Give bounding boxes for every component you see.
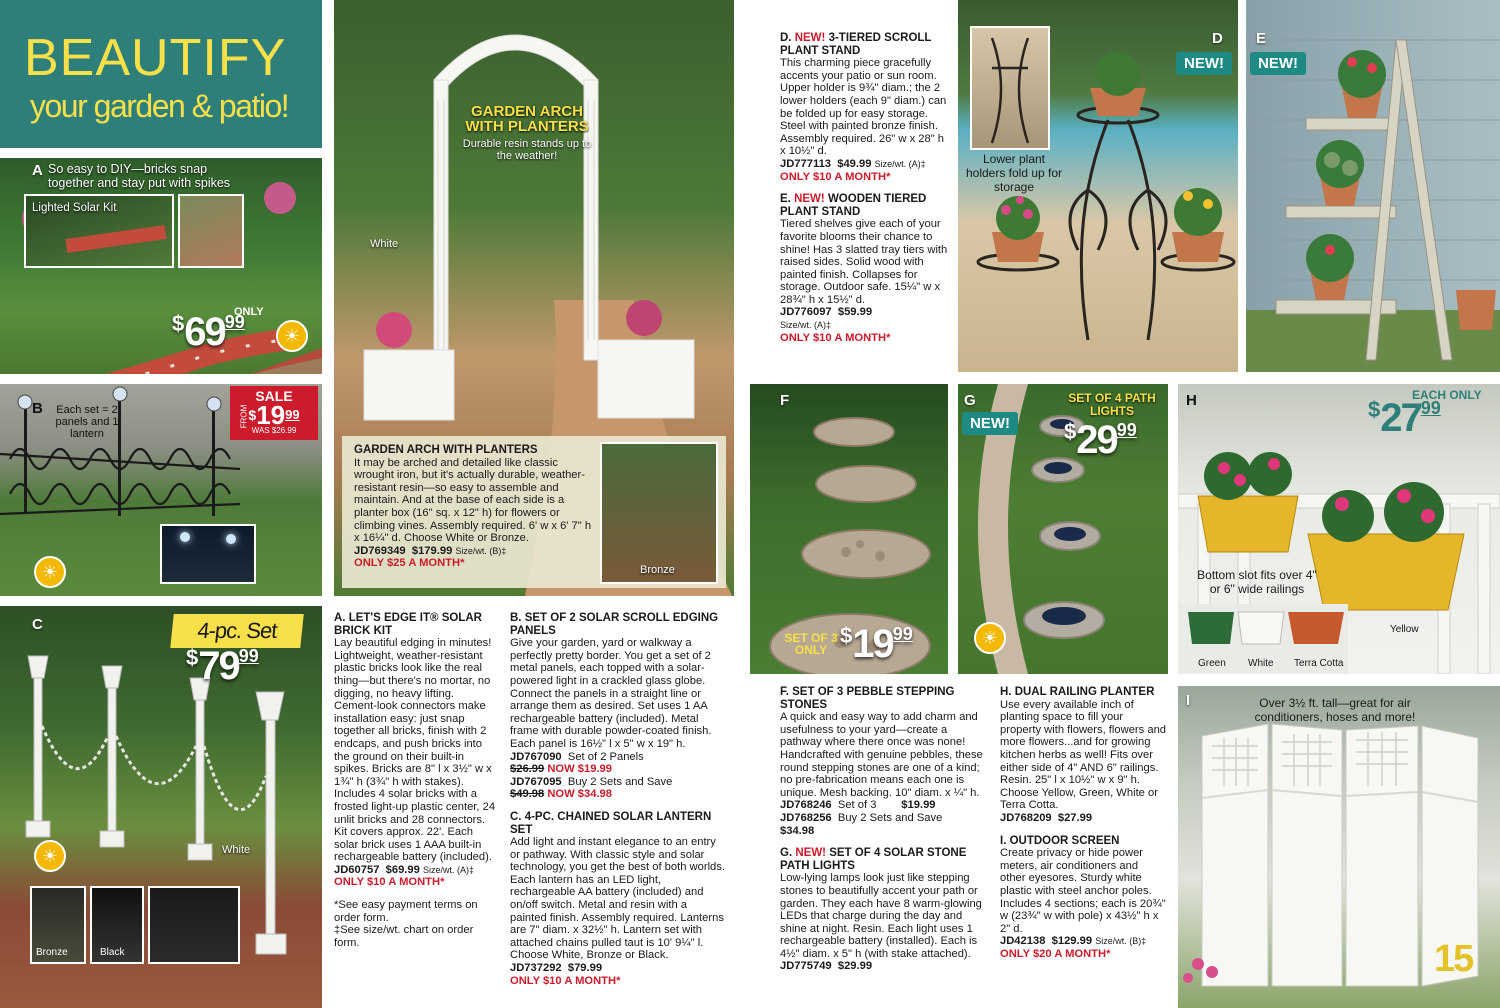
copy-a-foot1: *See easy payment terms on order form. xyxy=(334,899,478,924)
sale-label: SALE xyxy=(255,388,293,404)
copy-f xyxy=(780,686,990,973)
copy-b-now1: NOW $19.99 xyxy=(547,763,612,776)
arch-sub: Durable resin stands up to the weather! xyxy=(462,138,592,162)
arch-sku: JD769349 xyxy=(354,544,406,557)
inset-bronze-label: Bronze xyxy=(36,947,68,958)
panel-i-note: Over 3½ ft. tall—great for air conditioners, hoses and more! xyxy=(1254,696,1416,724)
panel-f-price: $1999 xyxy=(840,622,913,666)
arch-bronze-inset xyxy=(600,442,718,584)
solar-sun-icon: ☀ xyxy=(276,320,308,352)
copy-i-text: Create privacy or hide power meters, air conditioners and other eyesores. Sturdy white plastic with steel anchor poles. Includes 4 sections; each is 20¾" w (23¾" w with pole) x 43½" h x 2" d. xyxy=(1000,847,1166,935)
copy-b-desc1: Set of 2 Panels xyxy=(567,750,644,763)
header-subtitle: your garden & patio! xyxy=(30,88,289,124)
header-banner xyxy=(0,0,322,148)
copy-i-title: I. OUTDOOR SCREEN xyxy=(1000,834,1120,847)
panel-a-letter: A xyxy=(32,162,43,179)
copy-c-text: Add light and instant elegance to an entry or pathway. With classic style and solar technology, you get the best of both worlds. Each lantern has an LED light, rechargeable AA battery (included) and on/off switch. Metal and resin with a painted finish. Assembly required. Lanterns are 7" diam. x 32½" h. Lantern set with attached chains pulled taut is 10' 9¼" l. Choose White, Bronze or Black. xyxy=(510,836,725,962)
copy-a-monthly: ONLY $10 A MONTH* xyxy=(334,876,445,889)
panel-f-photo xyxy=(750,384,948,674)
panel-g-set: SET OF 4 PATH LIGHTS xyxy=(1068,391,1156,418)
folded-stand-illustration xyxy=(972,28,1048,148)
copy-g-sku: JD775749 xyxy=(780,960,832,973)
panel-e-photo xyxy=(1246,0,1500,372)
arch-monthly: ONLY $25 A MONTH* xyxy=(354,557,465,570)
panel-h-price: $2799 xyxy=(1368,396,1441,440)
panel-f-set: SET OF 3 ONLY xyxy=(784,631,838,657)
inset-label: Lighted Solar Kit xyxy=(32,202,117,214)
copy-e-sizewt: Size/wt. (A)‡ xyxy=(780,320,832,331)
copy-a-title: A. LET'S EDGE IT® SOLAR BRICK KIT xyxy=(334,612,482,637)
copy-i-sizewt: Size/wt. (B)‡ xyxy=(1095,936,1147,947)
sale-was: WAS $26.99 xyxy=(251,426,297,435)
copy-c-monthly: ONLY $10 A MONTH* xyxy=(510,974,621,987)
panel-e-letter: E xyxy=(1256,30,1267,47)
panel-c-photo xyxy=(0,606,322,1008)
panel-b-photo xyxy=(0,384,322,596)
inset-black-label: Black xyxy=(100,947,125,958)
panel-h-yellow: Yellow xyxy=(1390,624,1419,635)
arch-price: $179.99 xyxy=(411,544,453,557)
copy-h-price: $27.99 xyxy=(1057,811,1093,824)
set-badge-label: 4-pc. Set xyxy=(196,618,278,643)
solar-sun-icon: ☀ xyxy=(34,556,66,588)
copy-a-price: $69.99 xyxy=(385,863,420,876)
copy-b-title: B. SET OF 2 SOLAR SCROLL EDGING PANELS xyxy=(510,612,719,637)
copy-i-monthly: ONLY $20 A MONTH* xyxy=(1000,947,1111,960)
arch-info-box xyxy=(342,436,726,588)
panel-a-tagline: So easy to DIY—bricks snap together and stay put with spikes xyxy=(48,162,231,190)
panel-g-new-tag: NEW! xyxy=(962,412,1018,435)
panel-c-letter: C xyxy=(32,616,43,633)
copy-d-sku: JD777113 xyxy=(780,157,832,170)
inset-bronze xyxy=(30,886,86,964)
panel-h-green: Green xyxy=(1198,658,1226,669)
copy-d xyxy=(780,32,950,344)
panel-h-terra: Terra Cotta xyxy=(1294,658,1344,669)
copy-a-sku: JD60757 xyxy=(334,863,380,876)
header-title: BEAUTIFY xyxy=(24,29,287,87)
copy-g-title: G. NEW! SET OF 4 SOLAR STONE PATH LIGHTS xyxy=(780,847,967,872)
panel-g-photo xyxy=(958,384,1168,674)
arch-title: GARDEN ARCH WITH PLANTERS xyxy=(465,103,589,135)
copy-i-price: $129.99 xyxy=(1051,935,1093,948)
copy-b-now2: NOW $34.98 xyxy=(547,788,612,801)
sale-price: $^{\$}19^{99}$ xyxy=(248,400,300,430)
copy-g-text: Low-lying lamps look just like stepping stones to beautifully accent your path or garden. They each have 8 warm-glowing LEDs that charge during the day and shine at night. Resin. Each light uses 1 rechargeable battery (installed). Each is 4½" diam. x 5" h (with stake attached). xyxy=(780,872,982,960)
copy-d-price: $49.99 xyxy=(837,157,872,170)
panel-h-white: White xyxy=(1248,658,1274,669)
arch-photo xyxy=(334,0,734,596)
copy-c-sku: JD737292 xyxy=(510,962,562,975)
panel-b-note: Each set = 2 panels and 1 lantern xyxy=(55,404,119,440)
panel-a-price: $6999 xyxy=(172,310,245,354)
panel-i-photo xyxy=(1178,686,1500,1008)
copy-d-title: D. NEW! 3-TIERED SCROLL PLANT STAND xyxy=(780,32,932,57)
solar-sun-icon: ☀ xyxy=(974,622,1006,654)
copy-a-sizewt: Size/wt. (A)‡ xyxy=(422,864,474,875)
panel-d-new-tag: NEW! xyxy=(1176,52,1232,75)
panel-c-price: $7999 xyxy=(186,644,259,688)
copy-b-was1: $26.99 xyxy=(510,763,545,776)
copy-f-price1: $19.99 xyxy=(901,799,936,812)
panel-h-note: Bottom slot fits over 4" or 6" wide railings xyxy=(1197,568,1317,596)
arch-box-text: It may be arched and detailed like classic wrought iron, but it's actually durable, weather-resistant resin—so easy to assemble and maintain. And at the base of each side is a planter box (16" sq. x 12" h) for flowers or climbing vines. Assembly required. 6' w x 6' 7" h x 16¼" d. Choose White or Bronze. xyxy=(354,456,592,545)
copy-b-sku2: JD767095 xyxy=(510,775,562,788)
copy-f-price2: $34.98 xyxy=(780,824,815,837)
sale-badge xyxy=(230,386,318,440)
copy-g-price: $29.99 xyxy=(837,960,873,973)
inset-photo-hand xyxy=(178,194,244,268)
arch-bronze-caption: Bronze xyxy=(640,564,675,576)
copy-e-sku: JD776097 xyxy=(780,306,832,319)
copy-b-was2: $49.98 xyxy=(510,788,545,801)
panel-d-letter: D xyxy=(1212,30,1223,47)
copy-h-title: H. DUAL RAILING PLANTER xyxy=(1000,686,1155,698)
inset-black xyxy=(90,886,144,964)
arch-white-caption: White xyxy=(370,238,399,250)
copy-i-sku: JD42138 xyxy=(1000,935,1046,948)
panel-d-photo xyxy=(958,0,1238,372)
panel-g-price: $2999 xyxy=(1064,418,1137,462)
copy-d-monthly: ONLY $10 A MONTH* xyxy=(780,170,891,183)
copy-e-title: E. NEW! WOODEN TIERED PLANT STAND xyxy=(780,193,927,218)
copy-c-price: $79.99 xyxy=(567,962,603,975)
copy-a-foot2: ‡See size/wt. chart on order form. xyxy=(334,924,474,949)
copy-b xyxy=(510,612,726,987)
railing-planter-illustration xyxy=(1178,384,1500,674)
copy-h xyxy=(1000,686,1166,960)
panel-a-photo xyxy=(0,158,322,374)
panel-h-each: EACH ONLY xyxy=(1412,388,1482,402)
copy-a-text: Lay beautiful edging in minutes! Lightweight, weather-resistant plastic bricks look like the real thing—but there's no mortar, no digging, no heavy lifting. Cement-look connectors make installation easy: just snap together all bricks, finish with 2 endcaps, and push bricks into the ground on their built-in spikes. Bricks are 8" l x 3½" w x 1¾" h (3¾" h with stakes). Includes 4 solar bricks with a frosted light-up plastic center, 24 unlit bricks and 28 connectors. Kit covers approx. 22'. Each solar brick uses 1 AAA built-in rechargeable battery (included). xyxy=(334,637,496,864)
copy-d-text: This charming piece gracefully accents your patio or sun room. Upper holder is 9¾" diam.; the 2 lower holders (each 9" diam.) can be folded up for easy storage. Steel with painted bronze finish. Assembly required. 26" w x 28" h x 10½" d. xyxy=(780,57,947,158)
copy-a xyxy=(334,612,500,949)
panel-d-inset xyxy=(970,26,1050,150)
copy-f-text: A quick and easy way to add charm and usefulness to your yard—create a pathway where there once was none! Handcrafted with genuine pebbles, these round stepping stones are one of a kind; no pre-fabrication means each one is unique. Mesh backing. 10" diam. x ¼" h. xyxy=(780,711,983,799)
arch-sizewt: Size/wt. (B)‡ xyxy=(455,545,507,556)
panel-i-letter: I xyxy=(1186,692,1191,709)
copy-h-sku: JD768209 xyxy=(1000,811,1052,824)
copy-e-price: $59.99 xyxy=(837,306,873,319)
copy-f-sku2: JD768256 xyxy=(780,811,832,824)
copy-d-sizewt: Size/wt. (A)‡ xyxy=(874,158,926,169)
panel-c-white-caption: White xyxy=(222,844,251,856)
copy-e-text: Tiered shelves give each of your favorite blooms their chance to shine! Has 3 slatted tray tiers with raised sides. Solid wood with painted finish. Collapses for storage. Outdoor safe. 15¼" w x 28¾" h x 15½" d. xyxy=(780,218,948,306)
panel-d-caption: Lower plant holders fold up for storage xyxy=(965,152,1063,194)
set-badge xyxy=(170,614,304,648)
copy-b-text: Give your garden, yard or walkway a perfectly pretty border. You get a set of 2 metal panels, each topped with a solar-powered light in a crackled glass globe. Connect the panels in a straight line or arrange them as desired. Set uses 1 AA rechargeable battery (included). Metal frame with durable powder-coated finish. Each panel is 16½" l x 5" w x 19" h. xyxy=(510,637,712,750)
panel-e-new-tag: NEW! xyxy=(1250,52,1306,75)
inset-photo-kit xyxy=(24,194,174,268)
panel-f-letter: F xyxy=(780,392,790,409)
copy-f-sku1: JD768246 xyxy=(780,799,832,812)
copy-b-sku1: JD767090 xyxy=(510,750,562,763)
inset-photo-night xyxy=(160,524,256,584)
panel-g-letter: G xyxy=(964,392,976,409)
panel-b-letter: B xyxy=(32,400,43,417)
copy-f-title: F. SET OF 3 PEBBLE STEPPING STONES xyxy=(780,686,955,711)
copy-c-title: C. 4-PC. CHAINED SOLAR LANTERN SET xyxy=(510,810,712,836)
copy-f-desc2: Buy 2 Sets and Save xyxy=(837,811,943,824)
copy-h-text: Use every available inch of planting space to fill your property with flowers, flowers and more flowers...and for growing kitchen herbs as well! Fits over either side of 4" AND 6" railings. Resin. 25" l x 10½" w x 9" h. Choose Yellow, Green, White or Terra Cotta. xyxy=(1000,698,1167,812)
sale-from: FROM xyxy=(239,404,249,429)
page-number: 15 xyxy=(1434,938,1473,980)
copy-b-desc2: Buy 2 Sets and Save xyxy=(567,775,673,788)
panel-h-photo xyxy=(1178,384,1500,674)
solar-sun-icon: ☀ xyxy=(34,840,66,872)
inset-chain xyxy=(148,886,240,964)
copy-f-desc1: Set of 3 xyxy=(837,799,877,812)
arch-box-title: GARDEN ARCH WITH PLANTERS xyxy=(354,444,538,456)
panel-a-only: ONLY xyxy=(234,306,264,318)
panel-h-letter: H xyxy=(1186,392,1197,409)
copy-e-monthly: ONLY $10 A MONTH* xyxy=(780,331,891,344)
